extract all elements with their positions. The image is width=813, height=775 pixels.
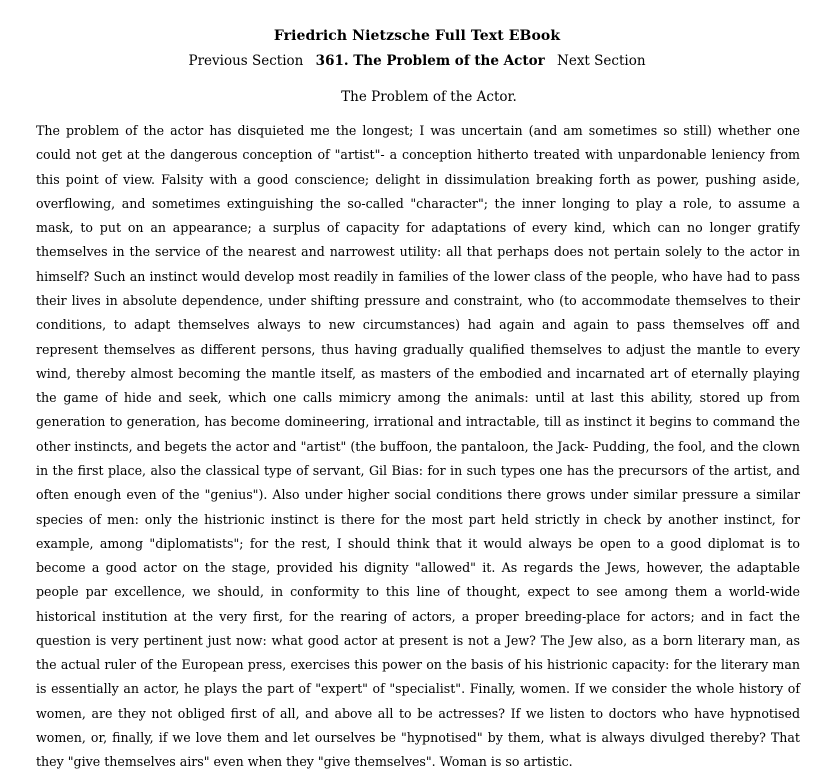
previous-section-link[interactable]: Previous Section	[188, 53, 304, 69]
section-navigation	[0, 53, 813, 69]
page-title: Friedrich Nietzsche Full Text EBook	[273, 28, 561, 44]
current-section-title: 361. The Problem of the Actor	[315, 53, 545, 69]
next-section-link[interactable]: Next Section	[557, 53, 646, 69]
section-subtitle: The Problem of the Actor.	[341, 89, 517, 105]
section-body-text: The problem of the actor has disquieted me the longest; I was uncertain (and am sometimes so still) whether one could not get at the dangerous conception of "artist"- a conception hitherto treated with unpardonable leniency from this point of view. Falsity with a good conscience; delight in dissimulation breaking forth as power, pushing aside, overflowing, and sometimes extinguishing the so-called "character"; the inner longing to play a role, to assume a mask, to put on an appearance; a surplus of capacity for adaptations of every kind, which can no longer gratify themselves in the service of the nearest and narrowest utility: all that perhaps does not pertain solely to the actor in himself? Such an instinct would develop most readily in families of the lower class of the people, who have had to pass their lives in absolute dependence, under shifting pressure and constraint, who (to accommodate themselves to their conditions, to adapt themselves always to new circumstances) had again and again to pass themselves off and represent themselves as different persons, thus having gradually qualified themselves to adjust the mantle to every wind, thereby almost becoming the mantle itself, as masters of the embodied and incarnated art of eternally playing the game of hide and seek, which one calls mimicry among the animals: until at last this ability, stored up from generation to generation, has become domineering, irrational and intractable, till as instinct it begins to command the other instincts, and begets the actor and "artist" (the buffoon, the pantaloon, the Jack- Pudding, the fool, and the clown in the first place, also the classical type of servant, Gil Bias: for in such types one has the precursors of the artist, and often enough even of the "genius"). Also under higher social conditions there grows under similar pressure a similar species of men: only the histrionic instinct is there for the most part held strictly in check by another instinct, for example, among "diplomatists"; for the rest, I should think that it would always be open to a good diplomat is to become a good actor on the stage, provided his dignity "allowed" it. As regards the Jews, however, the adaptable people par excellence, we should, in conformity to this line of thought, expect to see among them a world-wide historical institution at the very first, for the rearing of actors, a proper breeding-place for actors; and in fact the question is very pertinent just now: what good actor at present is not a Jew? The Jew also, as a born literary man, as the actual ruler of the European press, exercises this power on the basis of his histrionic capacity: for the literary man is essentially an actor, he plays the part of "expert" of "specialist". Finally, women. If we consider the whole history of women, are they not obliged first of all, and above all to be actresses? If we listen to doctors who have hypnotised women, or, finally, if we love them and let ourselves be "hypnotised" by them, what is always divulged thereby? That they "give themselves airs" even when they "give themselves". Woman is so artistic.	[36, 123, 800, 770]
